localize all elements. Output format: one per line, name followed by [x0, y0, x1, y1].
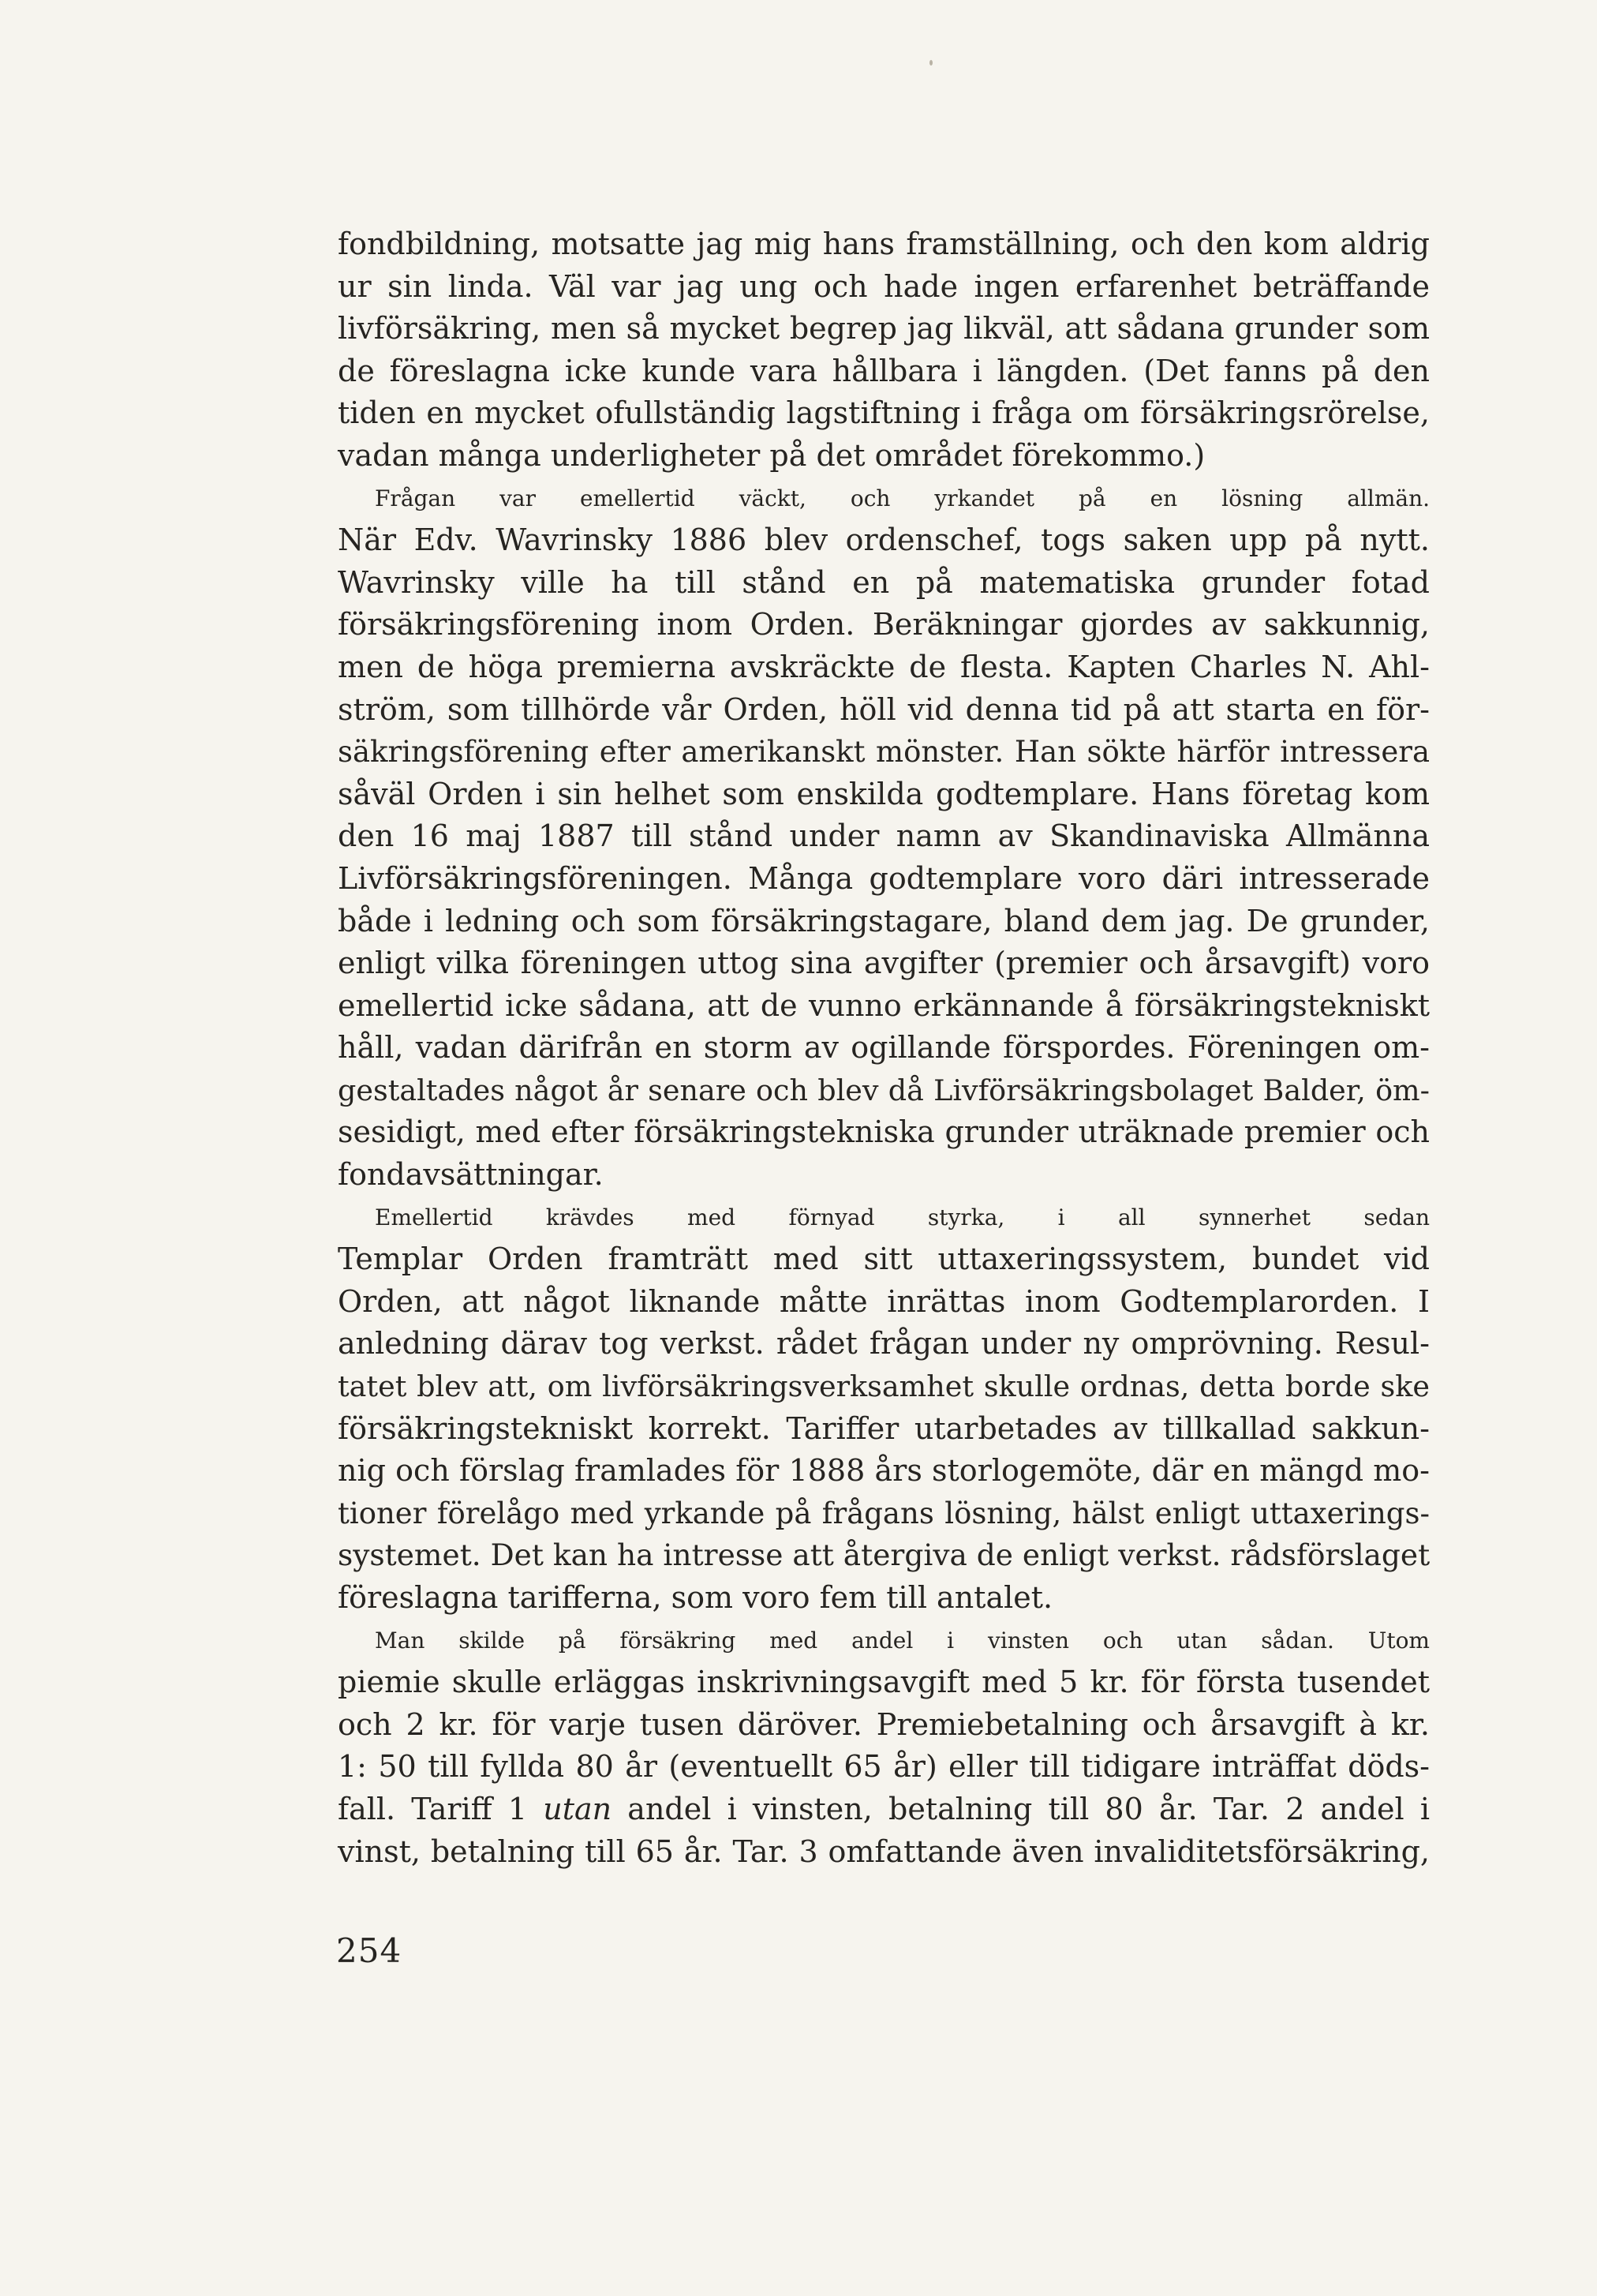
body-text — [338, 223, 1430, 1873]
text-line: och 2 kr. för varje tusen däröver. Premiebetalning och årsavgift à kr. — [338, 1706, 1430, 1742]
text-line: tioner förelågo med yrkande på frågans lösning, hälst enligt uttaxerings- — [338, 1496, 1430, 1530]
text-line: föreslagna tarifferna, som voro fem till antalet. — [338, 1580, 1053, 1615]
text-line: enligt vilka föreningen uttog sina avgifter (premier och årsavgift) voro — [338, 946, 1430, 981]
paragraph — [338, 1620, 1430, 1874]
paragraph — [338, 223, 1430, 478]
text-line: tatet blev att, om livförsäkringsverksamhet skulle ordnas, detta borde ske — [338, 1369, 1430, 1404]
text-line: försäkringsförening inom Orden. Beräkningar gjordes av sakkunnig, — [338, 607, 1430, 642]
text-line: de föreslagna icke kunde vara hållbara i längden. (Det fanns på den — [338, 353, 1430, 388]
text-line: fondbildning, motsatte jag mig hans framställning, och den kom aldrig — [338, 227, 1430, 261]
text-line: ur sin linda. Väl var jag ung och hade ingen erfarenhet beträffande — [338, 268, 1430, 304]
text-line: 1: 50 till fyllda 80 år (eventuellt 65 år) eller till tidigare inträffat döds- — [338, 1749, 1430, 1785]
text-line: fall. Tariff 1 utan andel i vinsten, betalning till 80 år. Tar. 2 andel i — [338, 1791, 1430, 1826]
text-line: vinst, betalning till 65 år. Tar. 3 omfattande även invaliditetsförsäkring, — [338, 1833, 1430, 1869]
text-line: säkringsförening efter amerikanskt mönster. Han sökte härför intressera — [338, 735, 1430, 770]
text-line: försäkringstekniskt korrekt. Tariffer utarbetades av tillkallad sakkun- — [338, 1410, 1430, 1446]
text-line: systemet. Det kan ha intresse att återgiva de enligt verkst. rådsförslaget — [338, 1538, 1431, 1573]
text-line: såväl Orden i sin helhet som enskilda godtemplare. Hans företag kom — [338, 776, 1430, 811]
text-line: livförsäkring, men så mycket begrep jag likväl, att sådana grunder som — [338, 311, 1430, 346]
text-line: sesidigt, med efter försäkringstekniska grunder uträknade premier och — [338, 1114, 1430, 1150]
text-line: Livförsäkringsföreningen. Många godtemplare voro däri intresserade — [338, 860, 1430, 896]
text-line: Emellertid krävdes med förnyad styrka, i all synnerhet sedan — [375, 1204, 1430, 1230]
text-line: emellertid icke sådana, att de vunno erkännande å försäkringstekniskt — [338, 987, 1430, 1023]
text-line: piemie skulle erläggas inskrivningsavgift med 5 kr. för första tusendet — [338, 1665, 1430, 1700]
text-line: ström, som tillhörde vår Orden, höll vid denna tid på att starta en för- — [338, 691, 1430, 727]
text-line: håll, vadan därifrån en storm av ogillande förspordes. Föreningen om- — [338, 1030, 1430, 1066]
emphasis: utan — [543, 1791, 612, 1826]
text-line: den 16 maj 1887 till stånd under namn av Skandinaviska Allmänna — [338, 818, 1430, 854]
paragraph — [338, 1197, 1430, 1620]
text-line: tiden en mycket ofullständig lagstiftning i fråga om försäkringsrörelse, — [338, 395, 1430, 431]
text-line: nig och förslag framlades för 1888 års storlogemöte, där en mängd mo- — [338, 1453, 1430, 1489]
text-line: Templar Orden framträtt med sitt uttaxeringssystem, bundet vid — [338, 1242, 1430, 1277]
text-line: anledning därav tog verkst. rådet frågan under ny omprövning. Resul- — [338, 1326, 1430, 1361]
text-line: Wavrinsky ville ha till stånd en på matematiska grunder fotad — [338, 564, 1430, 600]
text-line: När Edv. Wavrinsky 1886 blev ordenschef, togs saken upp på nytt. — [338, 522, 1430, 558]
text-line: Orden, att något liknande måtte inrättas inom Godtemplarorden. I — [338, 1283, 1430, 1319]
text-line: Man skilde på försäkring med andel i vinsten och utan sådan. Utom — [375, 1627, 1430, 1654]
text-line: Frågan var emellertid väckt, och yrkandet på en lösning allmän. — [375, 485, 1430, 511]
text-line: men de höga premierna avskräckte de flesta. Kapten Charles N. Ahl- — [338, 649, 1430, 684]
paragraph — [338, 478, 1430, 1197]
text-line: fondavsättningar. — [338, 1157, 604, 1193]
text-line: vadan många underligheter på det området förekommo.) — [338, 437, 1206, 473]
text-line: gestaltades något år senare och blev då Livförsäkringsbolaget Balder, öm- — [338, 1073, 1430, 1107]
page-number: 254 — [336, 1931, 402, 1970]
text-line: både i ledning och som försäkringstagare, bland dem jag. De grunder, — [338, 903, 1430, 938]
paper-speck — [929, 60, 933, 66]
